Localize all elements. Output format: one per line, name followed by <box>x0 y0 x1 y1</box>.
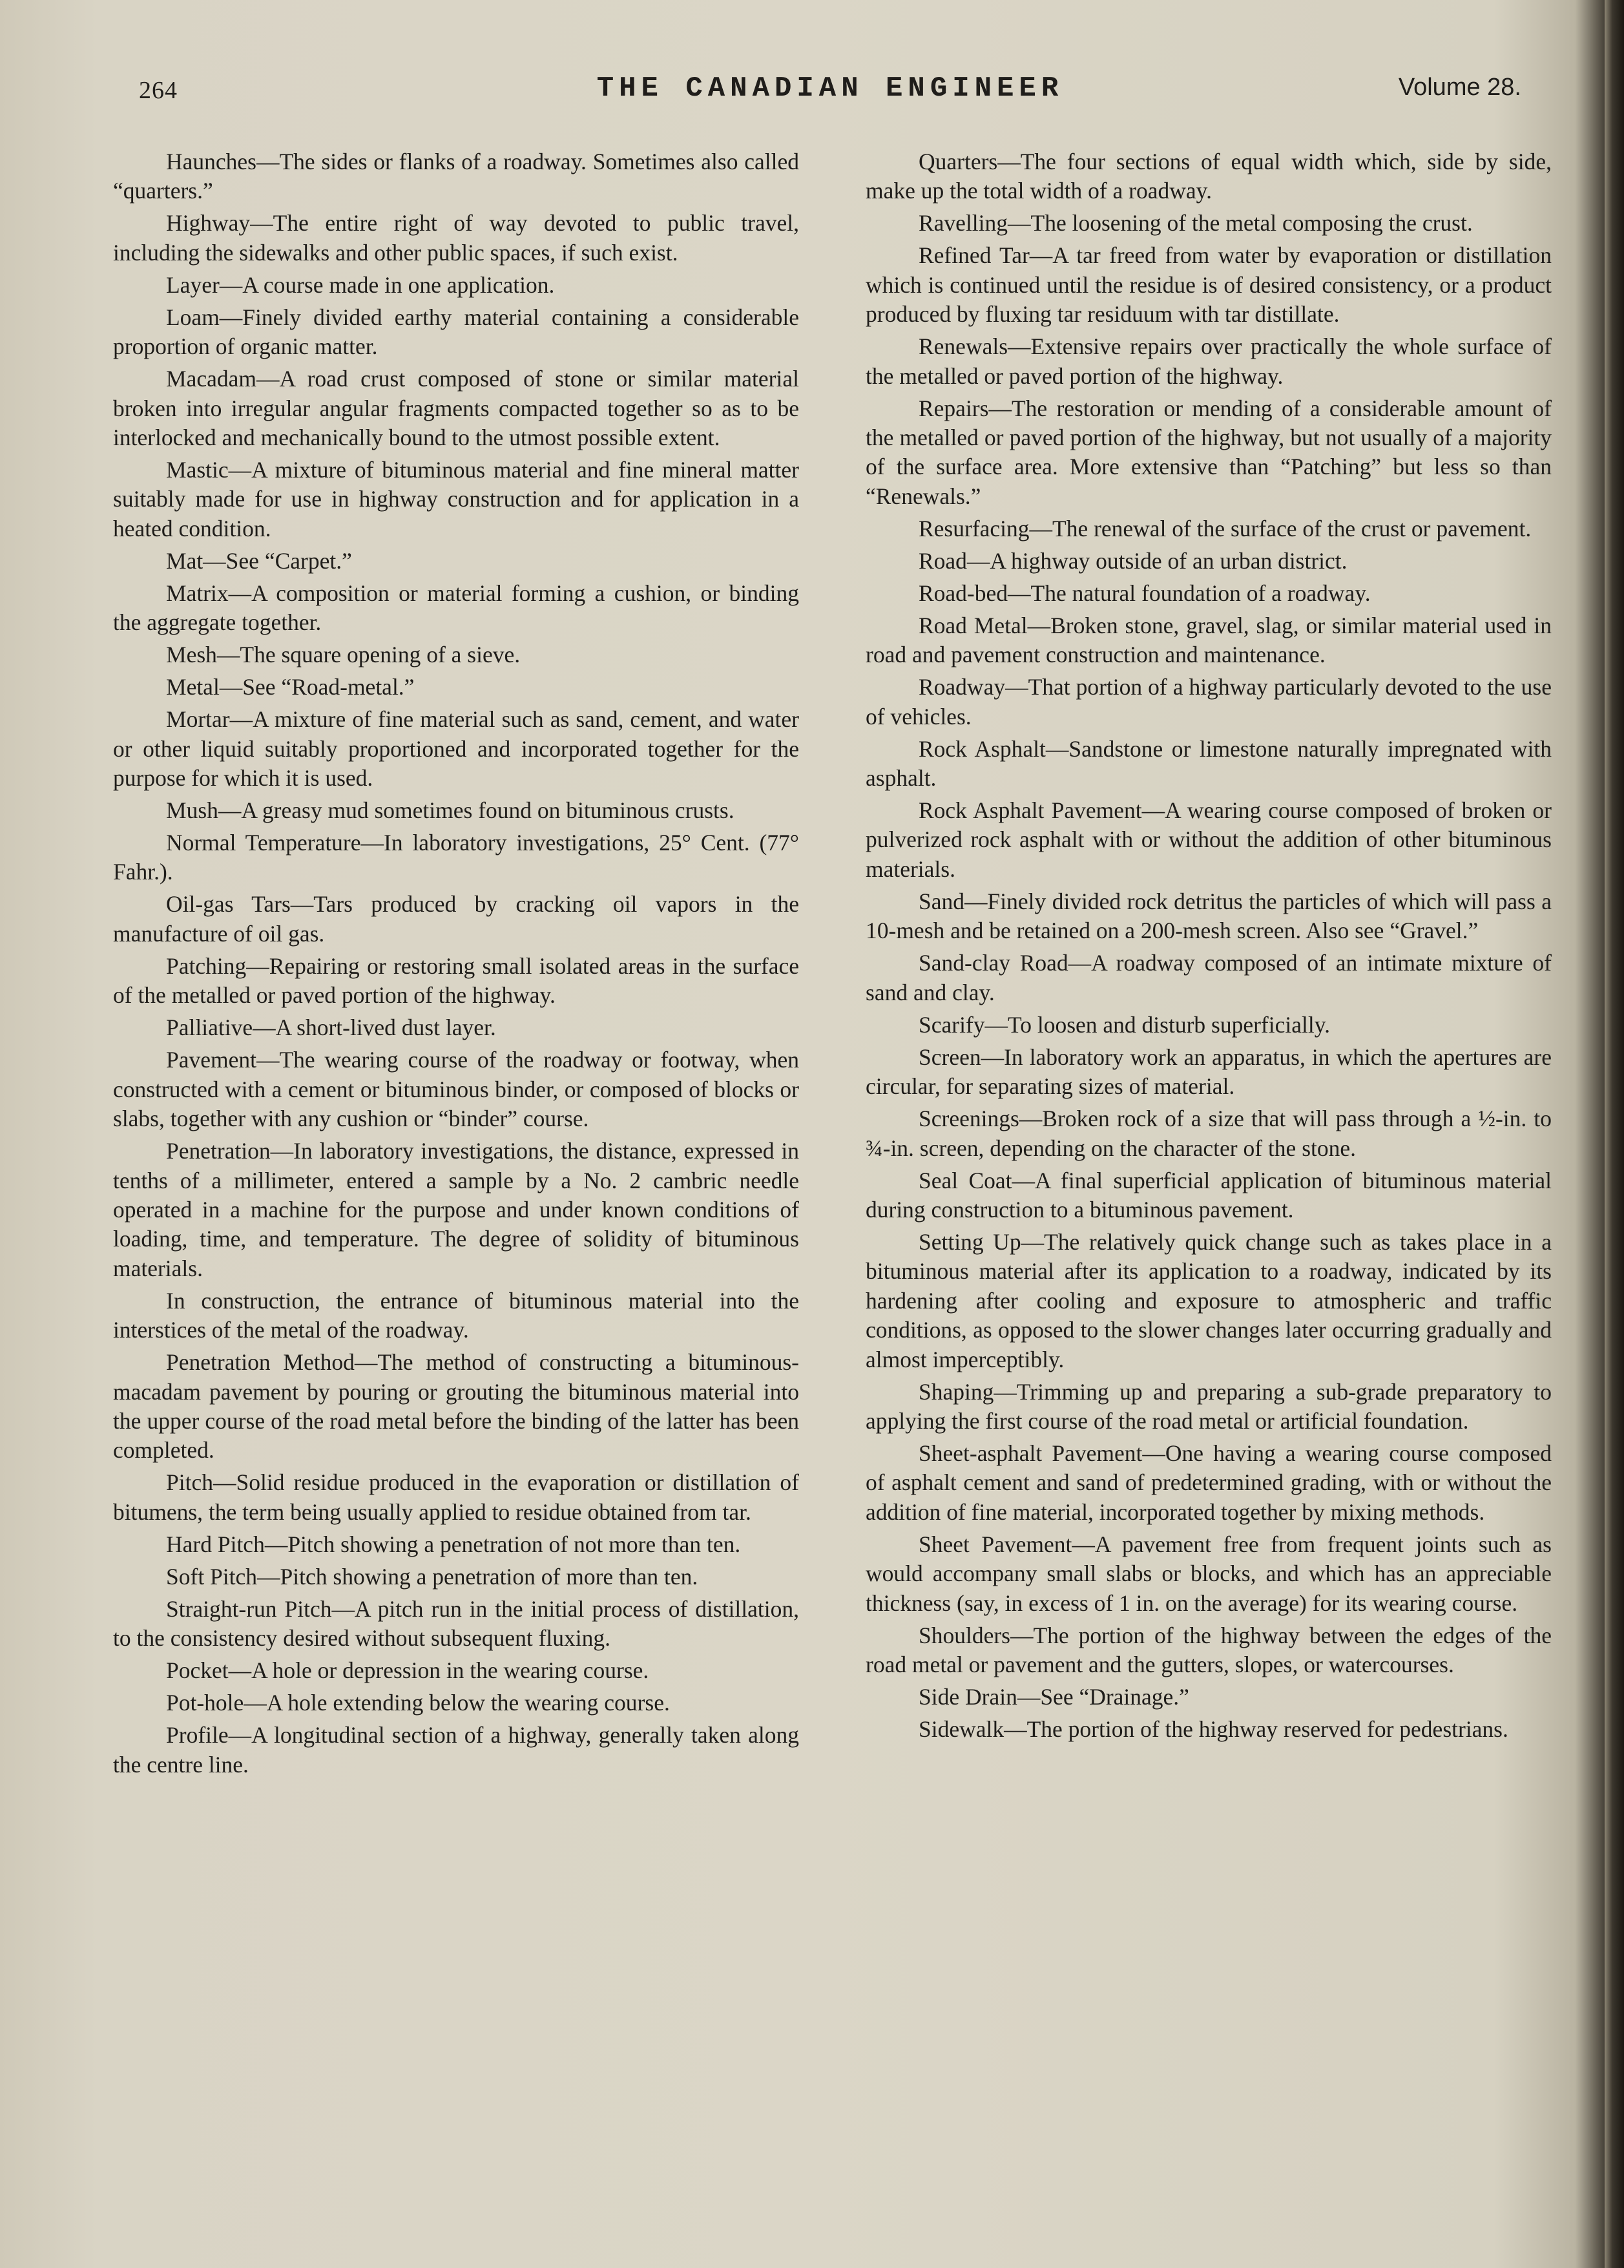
glossary-entry: Hard Pitch—Pitch showing a penetration of not more than ten. <box>166 1531 741 1557</box>
glossary-entry: Repairs—The restoration or mending of a considerable amount of the metalled or paved portion of the highway, but not usually of a majority of the surface area. More extensive than “Patching” but less so than “Renewals.” <box>866 395 1552 509</box>
glossary-entry: Pavement—The wearing course of the roadway or footway, when constructed with a cement or bituminous binder, or composed of blocks or slabs, together with any cushion or “binder” course. <box>113 1047 799 1132</box>
glossary-entry: Patching—Repairing or restoring small isolated areas in the surface of the metalled or paved portion of the highway. <box>113 952 799 1009</box>
glossary-entry: Highway—The entire right of way devoted to public travel, including the sidewalks and other public spaces, if such exist. <box>113 210 799 266</box>
glossary-entry: Sand-clay Road—A roadway composed of an intimate mixture of sand and clay. <box>866 950 1552 1005</box>
glossary-entry: Metal—See “Road-metal.” <box>166 674 415 700</box>
glossary-entry: Pocket—A hole or depression in the wearing course. <box>166 1657 649 1684</box>
glossary-entry: Palliative—A short-lived dust layer. <box>166 1014 496 1041</box>
glossary-entry: Pitch—Solid residue produced in the evaporation or distillation of bitumens, the term being usually applied to residue obtained from tar. <box>113 1469 799 1525</box>
glossary-entry: Roadway—That portion of a highway particularly devoted to the use of vehicles. <box>866 674 1552 730</box>
glossary-entry: Penetration Method—The method of constructing a bituminous-macadam pavement by pouring or grouting the bituminous material into the upper course of the road metal before the binding of the latter has been completed. <box>113 1349 799 1464</box>
right-column <box>866 147 1552 1747</box>
glossary-entry: Resurfacing—The renewal of the surface of the crust or pavement. <box>919 515 1532 541</box>
glossary-entry: Road Metal—Broken stone, gravel, slag, or similar material used in road and pavement construction and maintenance. <box>866 612 1552 668</box>
glossary-entry: Rock Asphalt Pavement—A wearing course composed of broken or pulverized rock asphalt with or without the addition of other bituminous materials. <box>866 797 1552 882</box>
glossary-entry: Haunches—The sides or flanks of a roadway. Sometimes also called “quarters.” <box>113 149 799 204</box>
page-number: 264 <box>139 77 178 104</box>
glossary-entry: Penetration—In laboratory investigations, the distance, expressed in tenths of a millimeter, entered a sample by a No. 2 cambric needle operated in a machine for the purpose and under known conditions of loading, time, and temperature. The degree of solidity of bituminous materials. <box>113 1138 799 1281</box>
volume-label: Volume 28. <box>1398 74 1521 101</box>
glossary-entry: Shaping—Trimming up and preparing a sub-grade preparatory to applying the first course of the road metal or artificial foundation. <box>866 1378 1552 1434</box>
glossary-entry: Profile—A longitudinal section of a highway, generally taken along the centre line. <box>113 1722 799 1778</box>
glossary-entry: Shoulders—The portion of the highway between the edges of the road metal or pavement and the gutters, slopes, or watercourses. <box>866 1622 1552 1677</box>
glossary-entry: In construction, the entrance of bituminous material into the interstices of the metal of the roadway. <box>113 1287 799 1343</box>
glossary-entry: Ravelling—The loosening of the metal composing the crust. <box>919 210 1473 236</box>
glossary-entry: Setting Up—The relatively quick change such as takes place in a bituminous material after its application to a roadway, indicated by its hardening after cooling and exposure to atmospheric and traffic conditions, as opposed to the slower changes later occurring gradually and almost imperceptibly. <box>866 1228 1552 1372</box>
journal-title: THE CANADIAN ENGINEER <box>596 72 1064 105</box>
glossary-entry: Quarters—The four sections of equal width which, side by side, make up the total width of a roadway. <box>866 149 1552 204</box>
glossary-entry: Scarify—To loosen and disturb superficially. <box>919 1011 1331 1038</box>
glossary-entry: Road-bed—The natural foundation of a roadway. <box>919 580 1371 606</box>
glossary-entry: Screenings—Broken rock of a size that will pass through a ½-in. to ¾-in. screen, depending on the character of the stone. <box>866 1106 1552 1161</box>
glossary-entry: Rock Asphalt—Sandstone or limestone naturally impregnated with asphalt. <box>866 735 1552 792</box>
glossary-entry: Mush—A greasy mud sometimes found on bituminous crusts. <box>166 797 734 824</box>
glossary-entry: Layer—A course made in one application. <box>166 271 555 298</box>
glossary-entry: Mastic—A mixture of bituminous material and fine mineral matter suitably made for use in highway construction and for application in a heated condition. <box>113 457 799 541</box>
left-column <box>113 147 799 1783</box>
glossary-entry: Soft Pitch—Pitch showing a penetration of more than ten. <box>166 1563 698 1590</box>
glossary-entry: Straight-run Pitch—A pitch run in the initial process of distillation, to the consistency desired without subsequent fluxing. <box>113 1595 799 1652</box>
glossary-entry: Side Drain—See “Drainage.” <box>919 1683 1189 1710</box>
glossary-entry: Sheet-asphalt Pavement—One having a wearing course composed of asphalt cement and sand of predetermined grading, with or without the addition of fine material, incorporated together by mixing methods. <box>866 1440 1552 1525</box>
glossary-entry: Seal Coat—A final superficial application of bituminous material during construction to a bituminous pavement. <box>866 1167 1552 1223</box>
glossary-entry: Loam—Finely divided earthy material containing a considerable proportion of organic matter. <box>113 304 799 360</box>
glossary-entry: Sand—Finely divided rock detritus the particles of which will pass a 10-mesh and be retained on a 200-mesh screen. Also see “Gravel.” <box>866 888 1552 944</box>
glossary-entry: Mortar—A mixture of fine material such as sand, cement, and water or other liquid suitably proportioned and incorporated together for the purpose for which it is used. <box>113 706 799 792</box>
glossary-entry: Road—A highway outside of an urban district. <box>919 547 1348 574</box>
glossary-entry: Macadam—A road crust composed of stone or similar material broken into irregular angular fragments compacted together so as to be interlocked and mechanically bound to the utmost possible extent. <box>113 366 799 451</box>
glossary-entry: Sheet Pavement—A pavement free from frequent joints such as would accompany small slabs or blocks, and which has an appreciable thickness (say, in excess of 1 in. on the average) for its wearing course. <box>866 1531 1552 1616</box>
glossary-entry: Screen—In laboratory work an apparatus, in which the apertures are circular, for separating sizes of material. <box>866 1044 1552 1100</box>
glossary-entry: Renewals—Extensive repairs over practically the whole surface of the metalled or paved portion of the highway. <box>866 333 1552 389</box>
glossary-entry: Sidewalk—The portion of the highway reserved for pedestrians. <box>919 1716 1508 1742</box>
glossary-entry: Matrix—A composition or material forming a cushion, or binding the aggregate together. <box>113 580 799 636</box>
glossary-entry: Mat—See “Carpet.” <box>166 547 352 574</box>
running-header <box>139 72 1521 111</box>
glossary-entry: Oil-gas Tars—Tars produced by cracking oil vapors in the manufacture of oil gas. <box>113 891 799 947</box>
glossary-entry: Mesh—The square opening of a sieve. <box>166 642 521 668</box>
binding-edge <box>1605 0 1624 2268</box>
glossary-entry: Normal Temperature—In laboratory investigations, 25° Cent. (77° Fahr.). <box>113 830 799 885</box>
glossary-entry: Pot-hole—A hole extending below the wearing course. <box>166 1690 670 1716</box>
glossary-entry: Refined Tar—A tar freed from water by evaporation or distillation which is continued until the residue is of desired consistency, or a product produced by fluxing tar residuum with tar distillate. <box>866 242 1552 328</box>
